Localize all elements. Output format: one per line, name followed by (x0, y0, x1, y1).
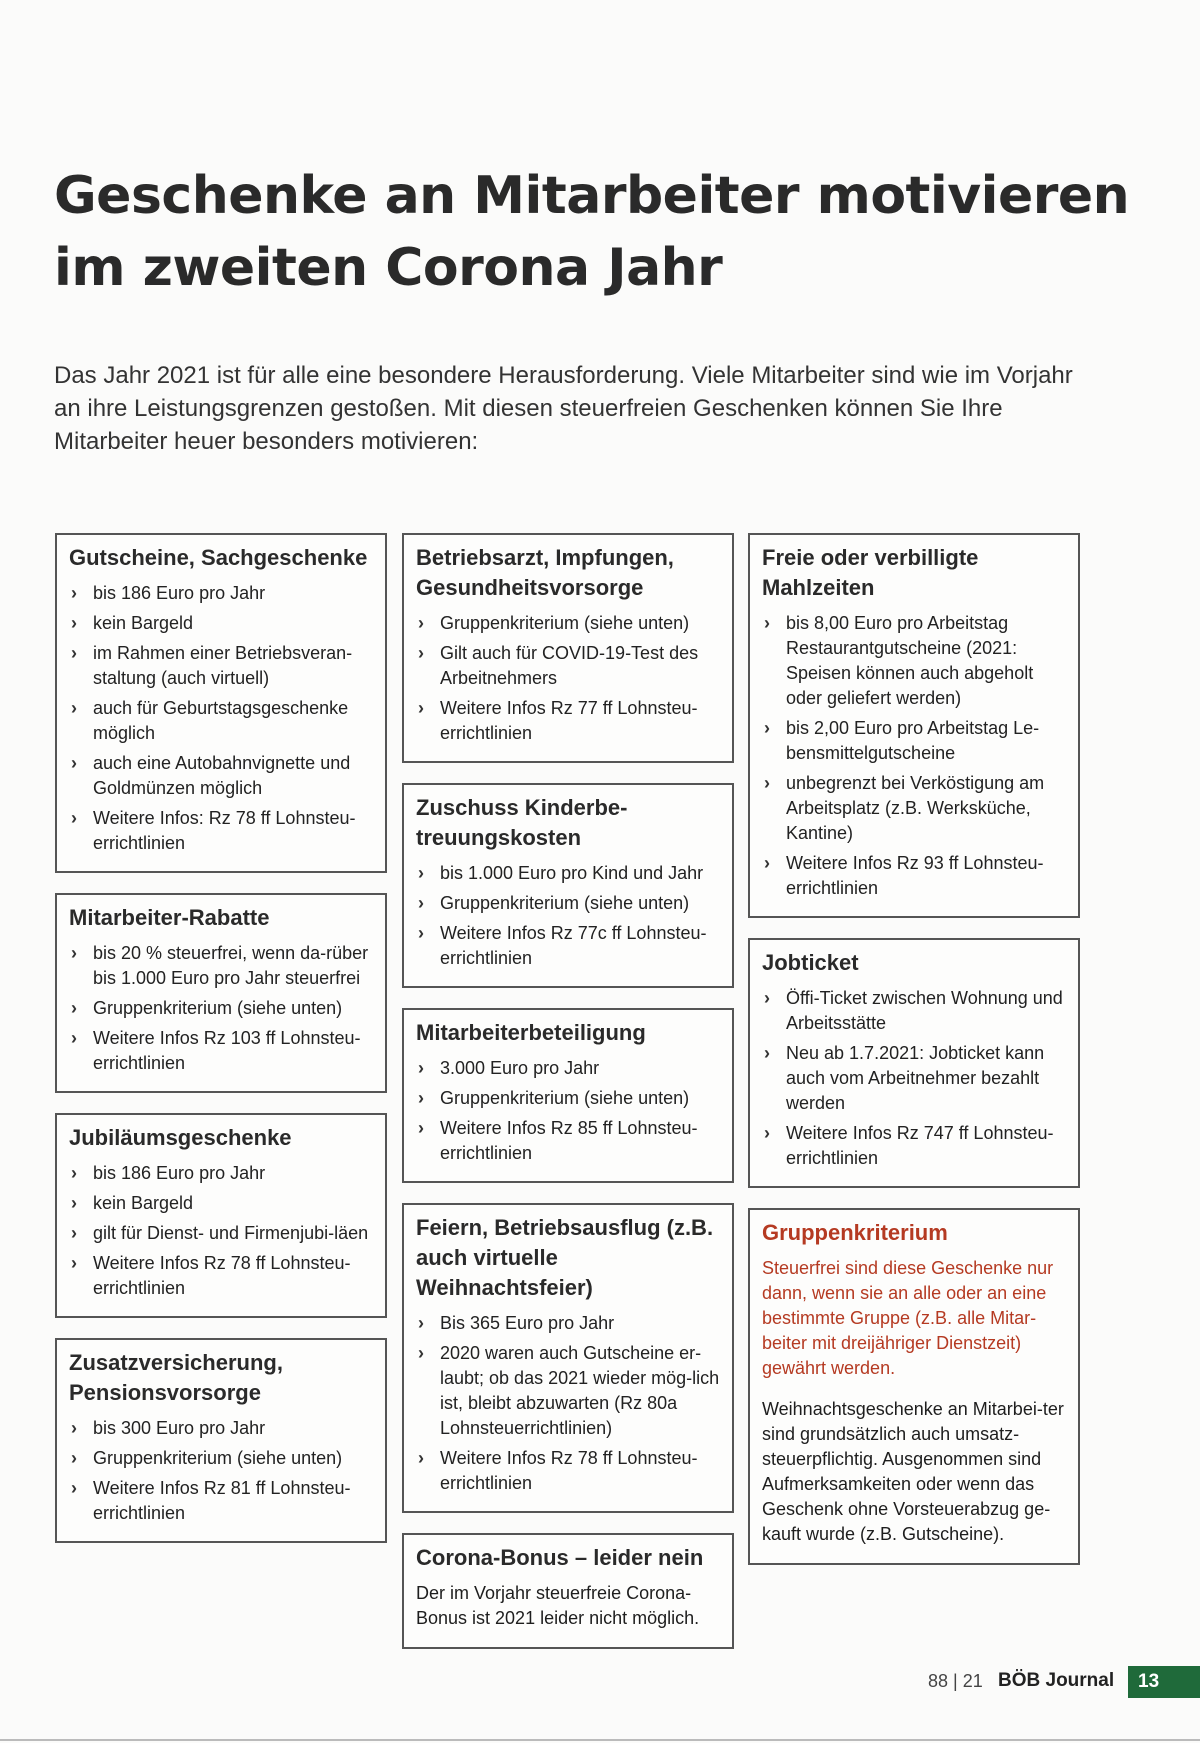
list-item: › bis 186 Euro pro Jahr (69, 1161, 373, 1186)
item-list (69, 1161, 373, 1301)
list-item: › Neu ab 1.7.2021: Jobticket kann auch vom Arbeitnehmer bezahlt werden (762, 1041, 1066, 1116)
box-title: Betriebsarzt, Impfungen, Gesundheitsvorsorge (416, 545, 674, 600)
box-jobticket (748, 938, 1080, 1188)
list-item: › Weitere Infos Rz 81 ff Lohnsteu-errichtlinien (69, 1476, 373, 1526)
list-item: › kein Bargeld (69, 611, 373, 636)
box-title: Corona-Bonus – leider nein (416, 1545, 704, 1570)
item-list (416, 611, 720, 746)
list-item: › Weitere Infos Rz 78 ff Lohnsteu-errichtlinien (416, 1446, 720, 1496)
list-item: › Weitere Infos Rz 78 ff Lohnsteu-errichtlinien (69, 1251, 373, 1301)
list-item: › bis 2,00 Euro pro Arbeitstag Le-bensmittelgutscheine (762, 716, 1066, 766)
box-title: Jubiläumsgeschenke (69, 1125, 292, 1150)
list-item: › kein Bargeld (69, 1191, 373, 1216)
bottom-rule (0, 1739, 1200, 1741)
box-title: Jobticket (762, 950, 859, 975)
box-text: Weihnachtsgeschenke an Mitarbei-ter sind grundsätzlich auch umsatz-steuerpflichtig. Ausgenommen sind Aufmerksamkeiten oder wenn das Geschenk ohne Vorsteuerabzug ge-kauft wurde (z.B. Gutscheine). (762, 1399, 1064, 1544)
box-title: Gutscheine, Sachgeschenke (69, 545, 368, 570)
box-jubilaeum (55, 1113, 387, 1318)
item-list (416, 861, 720, 971)
column-1 (55, 533, 387, 1563)
box-mahlzeiten (748, 533, 1080, 918)
page-number-tab: 13 (1128, 1666, 1200, 1698)
list-item: › Weitere Infos Rz 93 ff Lohnsteu-errichtlinien (762, 851, 1066, 901)
list-item: › Weitere Infos Rz 747 ff Lohnsteu-errichtlinien (762, 1121, 1066, 1171)
intro-paragraph: Das Jahr 2021 ist für alle eine besondere Herausforderung. Viele Mitarbeiter sind wie im Vorjahr an ihre Leistungsgrenzen gestoßen. Mit diesen steuerfreien Geschenken können Sie Ihre Mitarbeiter heuer besonders motivieren: (54, 362, 1073, 455)
list-item: › gilt für Dienst- und Firmenjubi-läen (69, 1221, 373, 1246)
title-line-1: Geschenke an Mitarbeiter motivieren (54, 166, 1130, 226)
box-title: Feiern, Betriebsausflug (z.B. auch virtuelle Weihnachtsfeier) (416, 1215, 714, 1300)
box-mitarbeiterbeteiligung (402, 1008, 734, 1183)
title-line-2: im zweiten Corona Jahr (54, 238, 723, 298)
box-title: Mitarbeiterbeteiligung (416, 1020, 646, 1045)
list-item: › Weitere Infos Rz 77c ff Lohnsteu-errichtlinien (416, 921, 720, 971)
list-item: › im Rahmen einer Betriebsveran-staltung (auch virtuell) (69, 641, 373, 691)
list-item: › bis 186 Euro pro Jahr (69, 581, 373, 606)
list-item: › auch eine Autobahnvignette und Goldmünzen möglich (69, 751, 373, 801)
item-list (69, 1416, 373, 1526)
box-betriebsarzt (402, 533, 734, 763)
list-item: › Gruppenkriterium (siehe unten) (69, 1446, 373, 1471)
list-item: › Weitere Infos: Rz 78 ff Lohnsteu-errichtlinien (69, 806, 373, 856)
list-item: › Weitere Infos Rz 77 ff Lohnsteu-errichtlinien (416, 696, 720, 746)
item-list (416, 1056, 720, 1166)
list-item: › bis 1.000 Euro pro Kind und Jahr (416, 861, 720, 886)
page-title (54, 160, 1154, 304)
box-gutscheine (55, 533, 387, 873)
box-gruppenkriterium (748, 1208, 1080, 1565)
column-2 (402, 533, 734, 1669)
box-zusatzversicherung (55, 1338, 387, 1543)
list-item: › bis 300 Euro pro Jahr (69, 1416, 373, 1441)
list-item: › Bis 365 Euro pro Jahr (416, 1311, 720, 1336)
box-text: Der im Vorjahr steuerfreie Corona-Bonus ist 2021 leider nicht möglich. (416, 1583, 700, 1628)
box-feiern (402, 1203, 734, 1513)
list-item: › unbegrenzt bei Verköstigung am Arbeitsplatz (z.B. Werksküche, Kantine) (762, 771, 1066, 846)
list-item: › Gruppenkriterium (siehe unten) (416, 891, 720, 916)
list-item: › bis 8,00 Euro pro Arbeitstag Restaurantgutscheine (2021: Speisen können auch abgeholt oder geliefert werden) (762, 611, 1066, 711)
box-kinderbetreuung (402, 783, 734, 988)
item-list (416, 1311, 720, 1496)
list-item: › bis 20 % steuerfrei, wenn da-rüber bis 1.000 Euro pro Jahr steuerfrei (69, 941, 373, 991)
list-item: › Gruppenkriterium (siehe unten) (416, 1086, 720, 1111)
list-item: › Gruppenkriterium (siehe unten) (416, 611, 720, 636)
list-item: › Weitere Infos Rz 85 ff Lohnsteu-errichtlinien (416, 1116, 720, 1166)
issue-number: 88 | 21 (928, 1671, 983, 1691)
box-title: Gruppenkriterium (762, 1220, 948, 1245)
item-list (69, 941, 373, 1076)
column-3 (748, 533, 1080, 1585)
list-item: › Gilt auch für COVID-19-Test des Arbeitnehmers (416, 641, 720, 691)
box-rabatte (55, 893, 387, 1093)
box-title: Mitarbeiter-Rabatte (69, 905, 270, 930)
box-corona-bonus (402, 1533, 734, 1649)
journal-brand: BÖB Journal (998, 1670, 1115, 1691)
box-title: Zusatzversicherung, Pensionsvorsorge (69, 1350, 283, 1405)
box-title: Zuschuss Kinderbe-treuungskosten (416, 795, 628, 850)
list-item: › 3.000 Euro pro Jahr (416, 1056, 720, 1081)
list-item: › Gruppenkriterium (siehe unten) (69, 996, 373, 1021)
list-item: › 2020 waren auch Gutscheine er-laubt; ob das 2021 wieder mög-lich ist, bleibt abzuwarten (Rz 80a Lohnsteuerrichtlinien) (416, 1341, 720, 1441)
item-list (69, 581, 373, 856)
item-list (762, 986, 1066, 1171)
item-list (762, 611, 1066, 901)
list-item: › auch für Geburtstagsgeschenke möglich (69, 696, 373, 746)
list-item: › Öffi-Ticket zwischen Wohnung und Arbeitsstätte (762, 986, 1066, 1036)
box-title: Freie oder verbilligte Mahlzeiten (762, 545, 979, 600)
list-item: › Weitere Infos Rz 103 ff Lohnsteu-errichtlinien (69, 1026, 373, 1076)
box-highlight-text: Steuerfrei sind diese Geschenke nur dann, wenn sie an alle oder an eine bestimmte Gruppe (z.B. alle Mitar-beiter mit dreijähriger Dienstzeit) gewährt werden. (762, 1258, 1054, 1378)
